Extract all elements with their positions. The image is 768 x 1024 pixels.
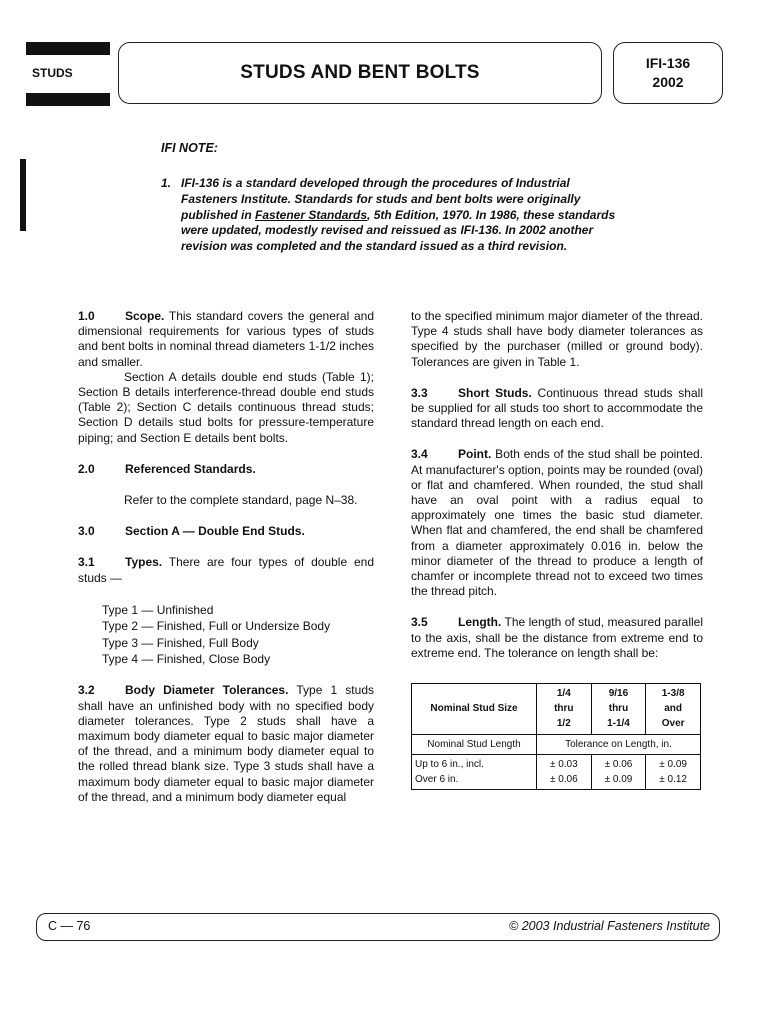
types-list xyxy=(102,602,374,668)
header-bar-bottom xyxy=(26,93,110,106)
section-body-diameter xyxy=(78,683,374,805)
table-header-cell xyxy=(591,684,646,735)
section-text: Refer to the complete standard, page N–38. xyxy=(124,493,358,508)
section-number: 3.0 xyxy=(78,524,95,539)
list-item: Type 4 — Finished, Close Body xyxy=(102,652,271,667)
section-point xyxy=(411,447,703,599)
table-cell: Tolerance on Length, in. xyxy=(537,734,701,754)
row-label: Up to 6 in., incl. xyxy=(415,758,484,770)
section-label: STUDS xyxy=(32,66,73,80)
note-text xyxy=(181,176,626,255)
cell-value: ± 0.06 xyxy=(604,758,633,770)
section-number: 3.3 xyxy=(411,385,428,400)
section-number: 3.1 xyxy=(78,555,95,570)
list-item: Type 3 — Finished, Full Body xyxy=(102,635,259,650)
page-number: C — 76 xyxy=(48,919,91,933)
page-title: STUDS AND BENT BOLTS xyxy=(240,62,480,83)
table-cell xyxy=(591,754,646,789)
cell-value: ± 0.03 xyxy=(549,758,578,770)
header-line: 1-3/8 xyxy=(661,688,685,700)
right-column xyxy=(411,309,703,790)
section-title: Body Diameter Tolerances. xyxy=(125,683,289,698)
section-text: Section A details double end studs (Table 1); Section B details interference-thread double end studs (Table 2); Section C details continuous thread studs; Section D details stud bolts for pressure-temperature piping; and Section E details bent bolts. xyxy=(78,369,374,445)
doc-number-box xyxy=(613,42,723,104)
doc-number: IFI-136 xyxy=(645,55,691,71)
header-line: 1/4 xyxy=(556,688,571,700)
list-item: Type 1 — Unfinished xyxy=(102,602,214,617)
table-row xyxy=(412,754,701,789)
title-box xyxy=(118,42,602,104)
section-referenced-standards xyxy=(78,462,374,477)
cell-value: ± 0.09 xyxy=(604,774,633,786)
length-tolerance-table xyxy=(411,683,701,790)
section-title: Section A — Double End Studs. xyxy=(125,524,305,539)
list-item: Type 2 — Finished, Full or Undersize Body xyxy=(102,619,331,634)
copyright: © 2003 Industrial Fasteners Institute xyxy=(509,919,710,933)
section-text: Continuous thread studs shall be supplied for all studs too short to accommodate the standard thread length on each end. xyxy=(411,385,703,431)
note-title: IFI NOTE: xyxy=(161,141,218,155)
section-number: 3.4 xyxy=(411,447,428,462)
section-title: Short Studs. xyxy=(458,385,532,400)
section-types xyxy=(78,555,374,585)
section-number: 2.0 xyxy=(78,461,95,476)
section-length xyxy=(411,615,703,661)
table-cell xyxy=(646,754,701,789)
header-line: thru xyxy=(554,703,574,715)
section-title: Point. xyxy=(458,447,492,462)
header-line: 1/2 xyxy=(556,718,571,730)
row-label: Over 6 in. xyxy=(415,774,459,786)
table-cell: Nominal Stud Length xyxy=(412,734,537,754)
note-text-part1: IFI-136 is a standard developed through the procedures of Industrial Fasteners Institute. Standards for studs and bent bolts were originally published in xyxy=(181,176,581,222)
section-number: 3.5 xyxy=(411,615,428,630)
section-text: This standard covers the general and dimensional requirements for various types of studs and bent bolts in nominal thread diameters 1-1/2 inches and smaller. xyxy=(78,309,374,369)
note-text-link: Fastener Standards xyxy=(255,207,368,222)
doc-year: 2002 xyxy=(652,74,684,90)
section-number: 3.2 xyxy=(78,683,95,698)
table-header-cell: Nominal Stud Size xyxy=(412,684,537,735)
table-header-cell xyxy=(537,684,592,735)
note-text-part2: , 5th Edition, 1970. In 1986, these standards were updated, modestly revised and reissued as IFI-136. In 2002 another revision was completed and the standard issued as a third revision. xyxy=(181,207,616,254)
section-title: Length. xyxy=(458,615,502,630)
section-short-studs xyxy=(411,386,703,432)
table-header-row xyxy=(412,684,701,735)
left-column xyxy=(78,309,374,821)
section-title: Types. xyxy=(125,555,163,570)
header-line: Over xyxy=(661,718,685,730)
cell-value: ± 0.06 xyxy=(549,774,578,786)
section-text: Type 1 studs shall have an unfinished body with no specified body diameter tolerances. Type 2 studs shall have a maximum body diameter equal to basic major diameter of the thread, and a minimum body diameter equal to the rolled thread blank size. Type 3 studs shall have a maximum body diameter equal to basic major diameter of the thread, and a minimum body diameter equal xyxy=(78,683,374,804)
header-line: and xyxy=(664,703,683,715)
table-cell xyxy=(412,754,537,789)
header-bar-top xyxy=(26,42,110,55)
table-header-cell xyxy=(646,684,701,735)
section-number: 1.0 xyxy=(78,309,95,323)
section-text: Both ends of the stud shall be pointed. At manufacturer's option, points may be rounded (oval) or flat and chamfered. When rounded, the stud shall have an oval point with a radius equal to approximately one times the basic stud diameter. When flat and chamfered, the end shall be chamfered from a diameter approximately 0.016 in. below the minor diameter of the thread to produce a length of chamfer or incomplete thread not to exceed two times the thread pitch. xyxy=(411,447,703,599)
header-line: 1-1/4 xyxy=(607,718,630,730)
change-bar xyxy=(20,159,26,231)
section-text: to the specified minimum major diameter of the thread. Type 4 studs shall have body diameter tolerances as specified by the purchaser (milled or ground body). Tolerances are given in Table 1. xyxy=(411,309,703,369)
header-line: thru xyxy=(608,703,629,715)
section-a-heading xyxy=(78,524,374,539)
section-text: The length of stud, measured parallel to the axis, shall be the distance from extreme end to extreme end. The tolerance on length shall be: xyxy=(411,615,703,660)
section-title: Scope. xyxy=(125,309,165,323)
section-scope xyxy=(78,309,374,446)
table-cell xyxy=(537,754,592,789)
section-title: Referenced Standards. xyxy=(125,461,256,476)
table-subheader-row xyxy=(412,734,701,754)
note-number: 1. xyxy=(161,176,172,190)
section-text: There are four types of double end studs — xyxy=(78,555,374,585)
header-line: 9/16 xyxy=(608,688,629,700)
cell-value: ± 0.09 xyxy=(659,758,687,770)
cell-value: ± 0.12 xyxy=(659,774,687,786)
